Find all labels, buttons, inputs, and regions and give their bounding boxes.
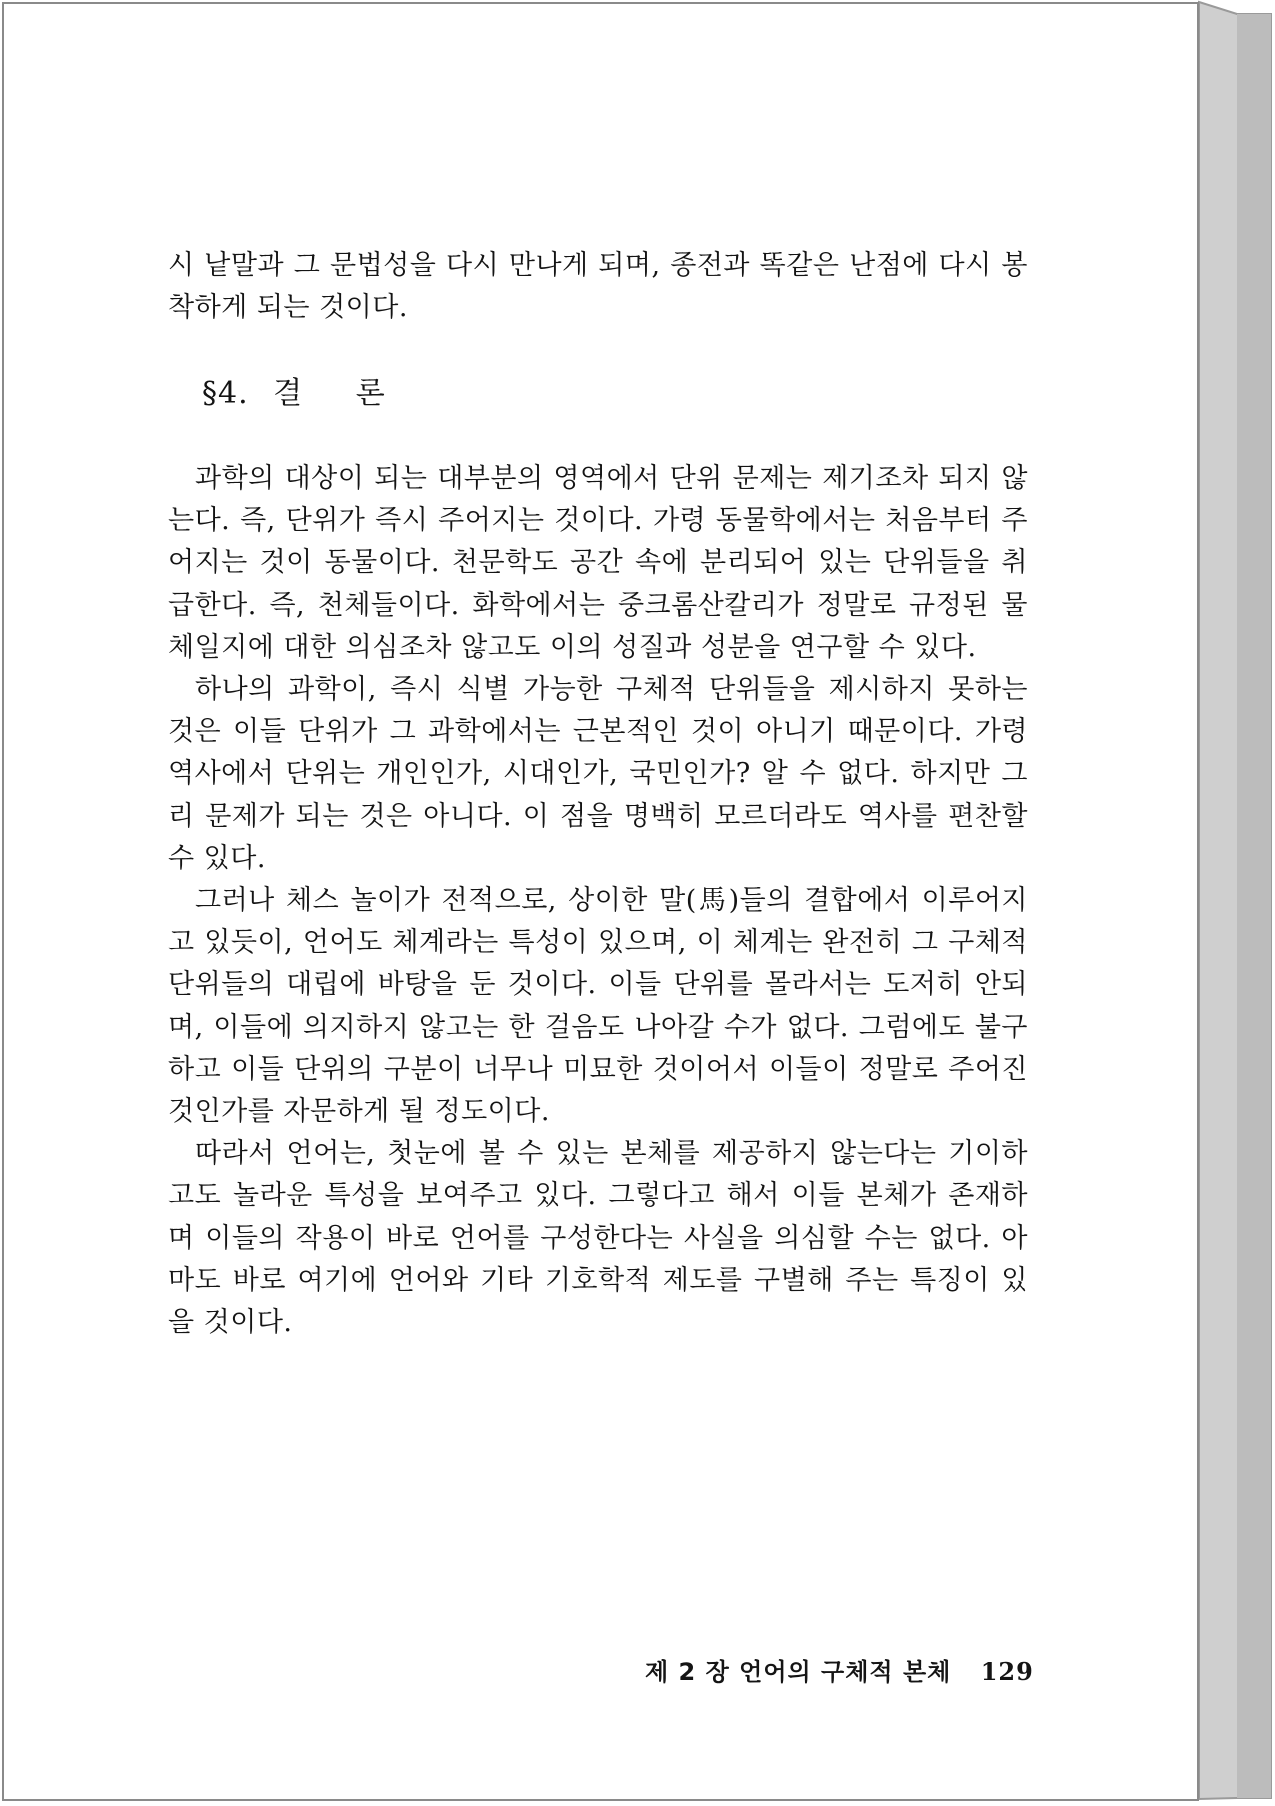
paragraph-4: 따라서 언어는, 첫눈에 볼 수 있는 본체를 제공하지 않는다는 기이하고도 놀라운 특성을 보여주고 있다. 그렇다고 해서 이들 본체가 존재하며 이들의 작용이 바로 언어를 구성한다는 사실을 의심할 수는 없다. 아마도 바로 여기에 언어와 기타 기호학적 제도를 구별해 주는 특징이 있을 것이다.: [168, 1138, 1028, 1339]
page-thickness-graphic: [1199, 2, 1275, 1802]
section-heading: [202, 368, 407, 412]
paragraph-2: 하나의 과학이, 즉시 식별 가능한 구체적 단위들을 제시하지 못하는 것은 이들 단위가 그 과학에서는 근본적인 것이 아니기 때문이다. 가령 역사에서 단위는 개인인가, 시대인가, 국민인가? 알 수 없다. 하지만 그리 문제가 되는 것은 아니다. 이 점을 명백히 모르더라도 역사를 편찬할 수 있다.: [168, 674, 1028, 874]
paragraph-1: 과학의 대상이 되는 대부분의 영역에서 단위 문제는 제기조차 되지 않는다. 즉, 단위가 즉시 주어지는 것이다. 가령 동물학에서는 처음부터 주어지는 것이 동물이다. 천문학도 공간 속에 분리되어 있는 단위들을 취급한다. 즉, 천체들이다. 화학에서는 중크롬산칼리가 정말로 규정된 물체일지에 대한 의심조차 않고도 이의 성질과 성분을 연구할 수 있다.: [168, 463, 1028, 663]
running-footer: [645, 1652, 1034, 1687]
chapter-running-head: 제 2 장 언어의 구체적 본체: [645, 1658, 952, 1686]
section-title: 결 론: [273, 376, 407, 411]
page-number: 129: [980, 1657, 1034, 1686]
intro-paragraph-text: 시 낱말과 그 문법성을 다시 만나게 되며, 종전과 똑같은 난점에 다시 봉착하게 되는 것이다.: [168, 250, 1028, 324]
conclusion-body: [168, 458, 1028, 1344]
section-number: §4.: [202, 376, 249, 411]
paragraph-3: 그러나 체스 놀이가 전적으로, 상이한 말(馬)들의 결합에서 이루어지고 있듯이, 언어도 체계라는 특성이 있으며, 이 체계는 완전히 그 구체적 단위들의 대립에 바탕을 둔 것이다. 이들 단위를 몰라서는 도저히 안되며, 이들에 의지하지 않고는 한 걸음도 나아갈 수가 없다. 그럼에도 불구하고 이들 단위의 구분이 너무나 미묘한 것이어서 이들이 정말로 주어진 것인가를 자문하게 될 정도이다.: [168, 885, 1028, 1128]
intro-paragraph: [168, 245, 1028, 329]
